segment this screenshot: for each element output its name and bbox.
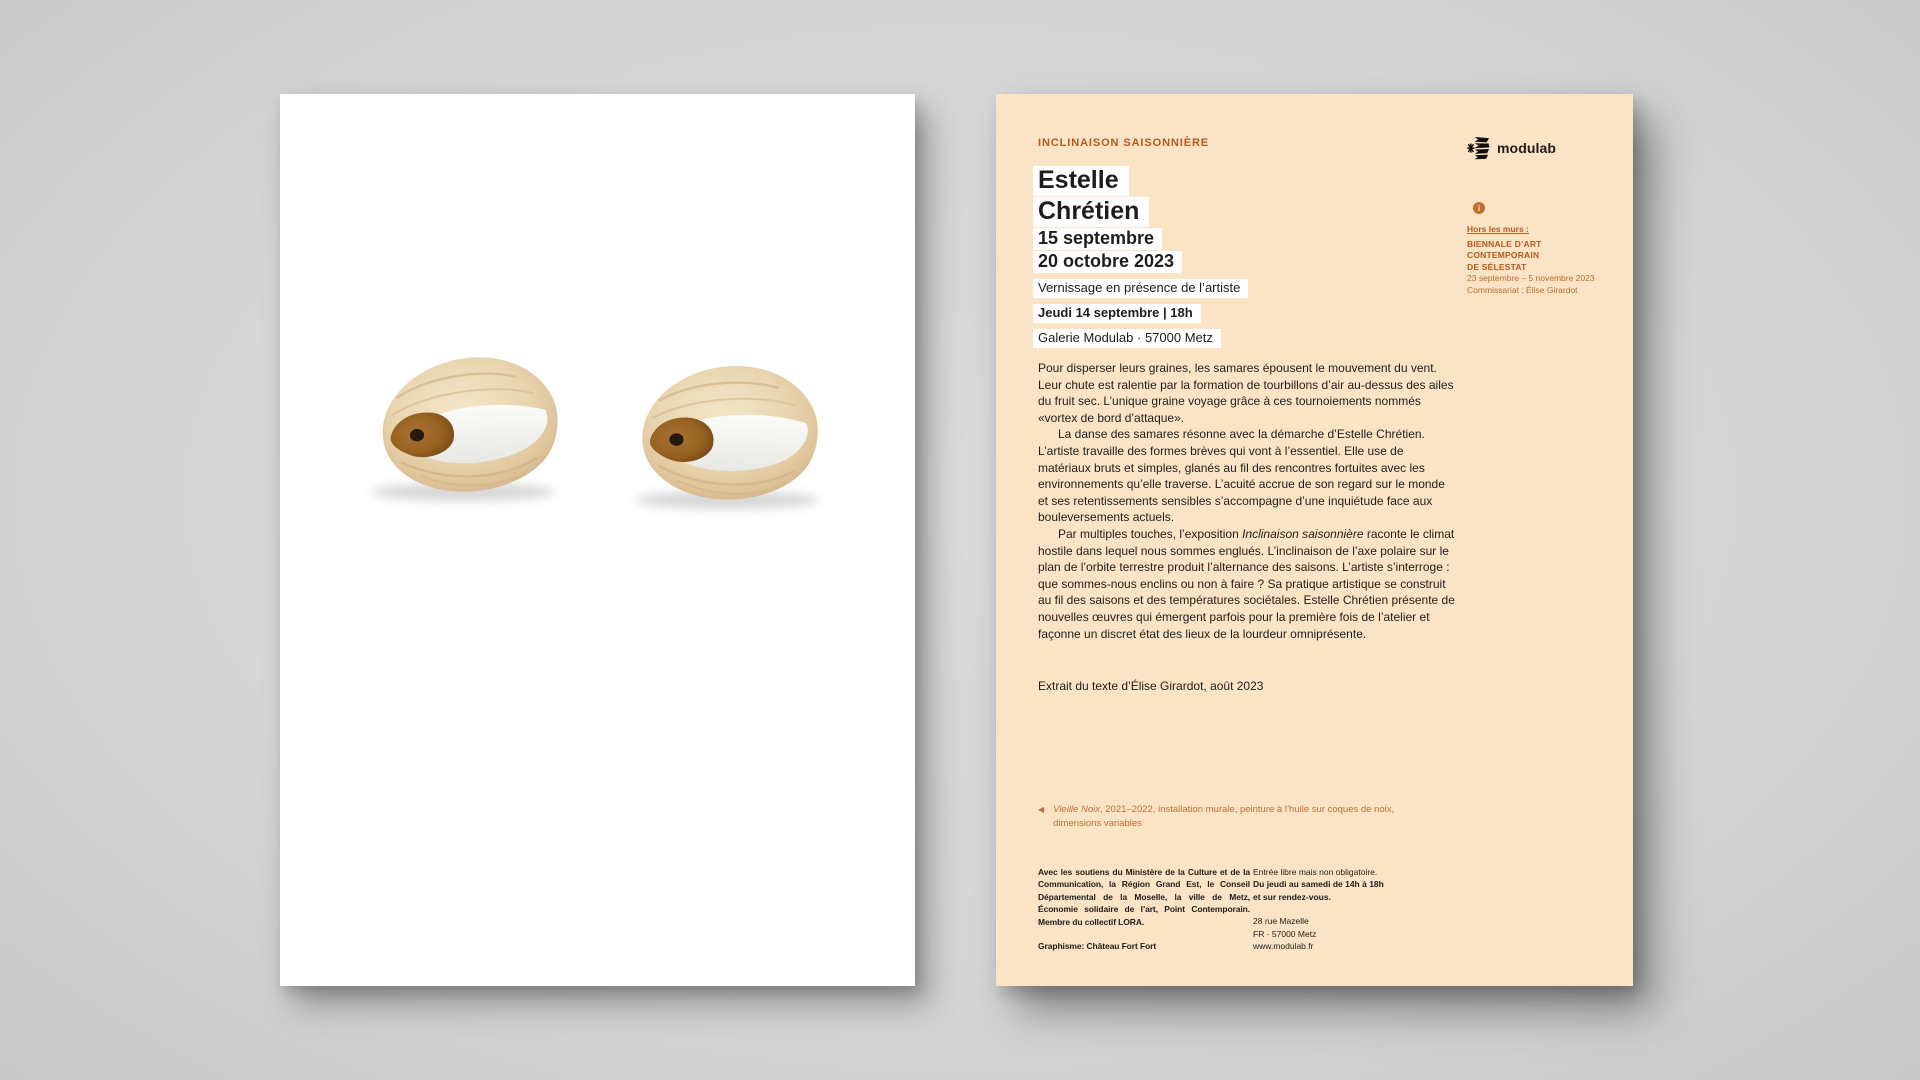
- artist-name-line2: Chrétien: [1033, 197, 1149, 227]
- credit-line: Extrait du texte d’Élise Girardot, août 2023: [1038, 679, 1264, 693]
- caption-text: Vieille Noix, 2021–2022, installation murale, peinture à l’huile sur coques de noix, dimensions variables: [1053, 804, 1395, 829]
- date-line2: 20 octobre 2023: [1033, 251, 1182, 273]
- exhibition-kicker: INCLINAISON SAISONNIÈRE: [1038, 137, 1210, 149]
- flyer-page: [996, 94, 1633, 986]
- artist-name: [1033, 166, 1149, 228]
- body-paragraph: Par multiples touches, l’exposition Inclinaison saisonnière raconte le climat hostile dans lequel nous sommes englués. L’inclinaison de l’axe polaire sur le plan de l’orbite terrestre produit l’alternance des saisons. L’artiste s’interroge : que sommes-nous enclins ou non à faire ? Sa pratique artistique se construit au fil des saisons et des températures sociétales. Estelle Chrétien présente de nouvelles œuvres qui émergent parfois pour la première fois de l’atelier et façonne un discret état des lieux de la lourdeur omniprésente.: [1038, 526, 1455, 641]
- vernissage-note: Vernissage en présence de l’artiste: [1033, 279, 1248, 298]
- supports-text: Avec les soutiens du Ministère de la Culture et de la Communication, la Région Grand Est, le Conseil Départemental de la Moselle, la ville de Metz, Économie solidaire de l’art, Point Contemporain. Membre du collectif LORA.: [1038, 867, 1250, 927]
- aside-heading: Hors les murs :: [1467, 224, 1529, 234]
- aside-dates: 23 septembre – 5 novembre 2023: [1467, 273, 1595, 283]
- modulab-logo-text: modulab: [1497, 140, 1557, 156]
- aside-event-line: BIENNALE D’ART: [1467, 238, 1542, 249]
- address-line1: 28 rue Mazelle: [1253, 916, 1309, 927]
- aside-hors-les-murs: [1467, 224, 1627, 296]
- artwork-caption: [1038, 803, 1438, 830]
- date-range: [1033, 228, 1182, 274]
- body-paragraph: Pour disperser leurs graines, les samares épousent le mouvement du vent. Leur chute est ralentie par la formation de tourbillons d’air au-dessus des ailes du fruit sec. L’unique graine voyage grâce à ces tournoiements nommés «vortex de bord d’attaque».: [1038, 361, 1454, 425]
- opening-hours-line2: et sur rendez-vous.: [1253, 891, 1331, 902]
- website: www.modulab.fr: [1253, 941, 1314, 952]
- aside-event-line: DE SÉLESTAT: [1467, 261, 1527, 272]
- venue: Galerie Modulab · 57000 Metz: [1033, 329, 1221, 348]
- modulab-logo: [1467, 134, 1556, 162]
- body-paragraph: La danse des samares résonne avec la démarche d’Estelle Chrétien. L’artiste travaille des formes brèves qui vont à l’essentiel. Elle use de matériaux bruts et simples, glanés au fil des rencontres fortuites avec les environnements qu’elle traverse. L’acuité accrue de son regard sur le monde et ses retentissements sensibles s’accompagne d’une inquiétude face aux bouleversements actuels.: [1038, 427, 1445, 525]
- aside-curator: Commissariat : Élise Girardot: [1467, 284, 1578, 295]
- modulab-logo-icon: [1467, 134, 1490, 162]
- artwork-walnut-eyes: [365, 340, 885, 540]
- footer-practical: [1253, 866, 1403, 952]
- poster-page: [280, 94, 915, 986]
- aside-event-line: CONTEMPORAIN: [1467, 250, 1540, 260]
- entry-note: Entrée libre mais non obligatoire.: [1253, 867, 1378, 877]
- design-credit: Graphisme: Château Fort Fort: [1038, 941, 1157, 952]
- event-info: [1033, 279, 1248, 354]
- caption-arrow-icon: ◀: [1038, 805, 1045, 814]
- vernissage-datetime: Jeudi 14 septembre | 18h: [1033, 304, 1201, 323]
- opening-hours-line1: Du jeudi au samedi de 14h à 18h: [1253, 879, 1384, 890]
- artist-name-line1: Estelle: [1033, 166, 1129, 196]
- body-text: [1038, 360, 1458, 642]
- date-line1: 15 septembre: [1033, 228, 1162, 250]
- footer-supports: [1038, 866, 1250, 952]
- address-line2: FR · 57000 Metz: [1253, 928, 1317, 939]
- info-icon: i: [1473, 202, 1485, 214]
